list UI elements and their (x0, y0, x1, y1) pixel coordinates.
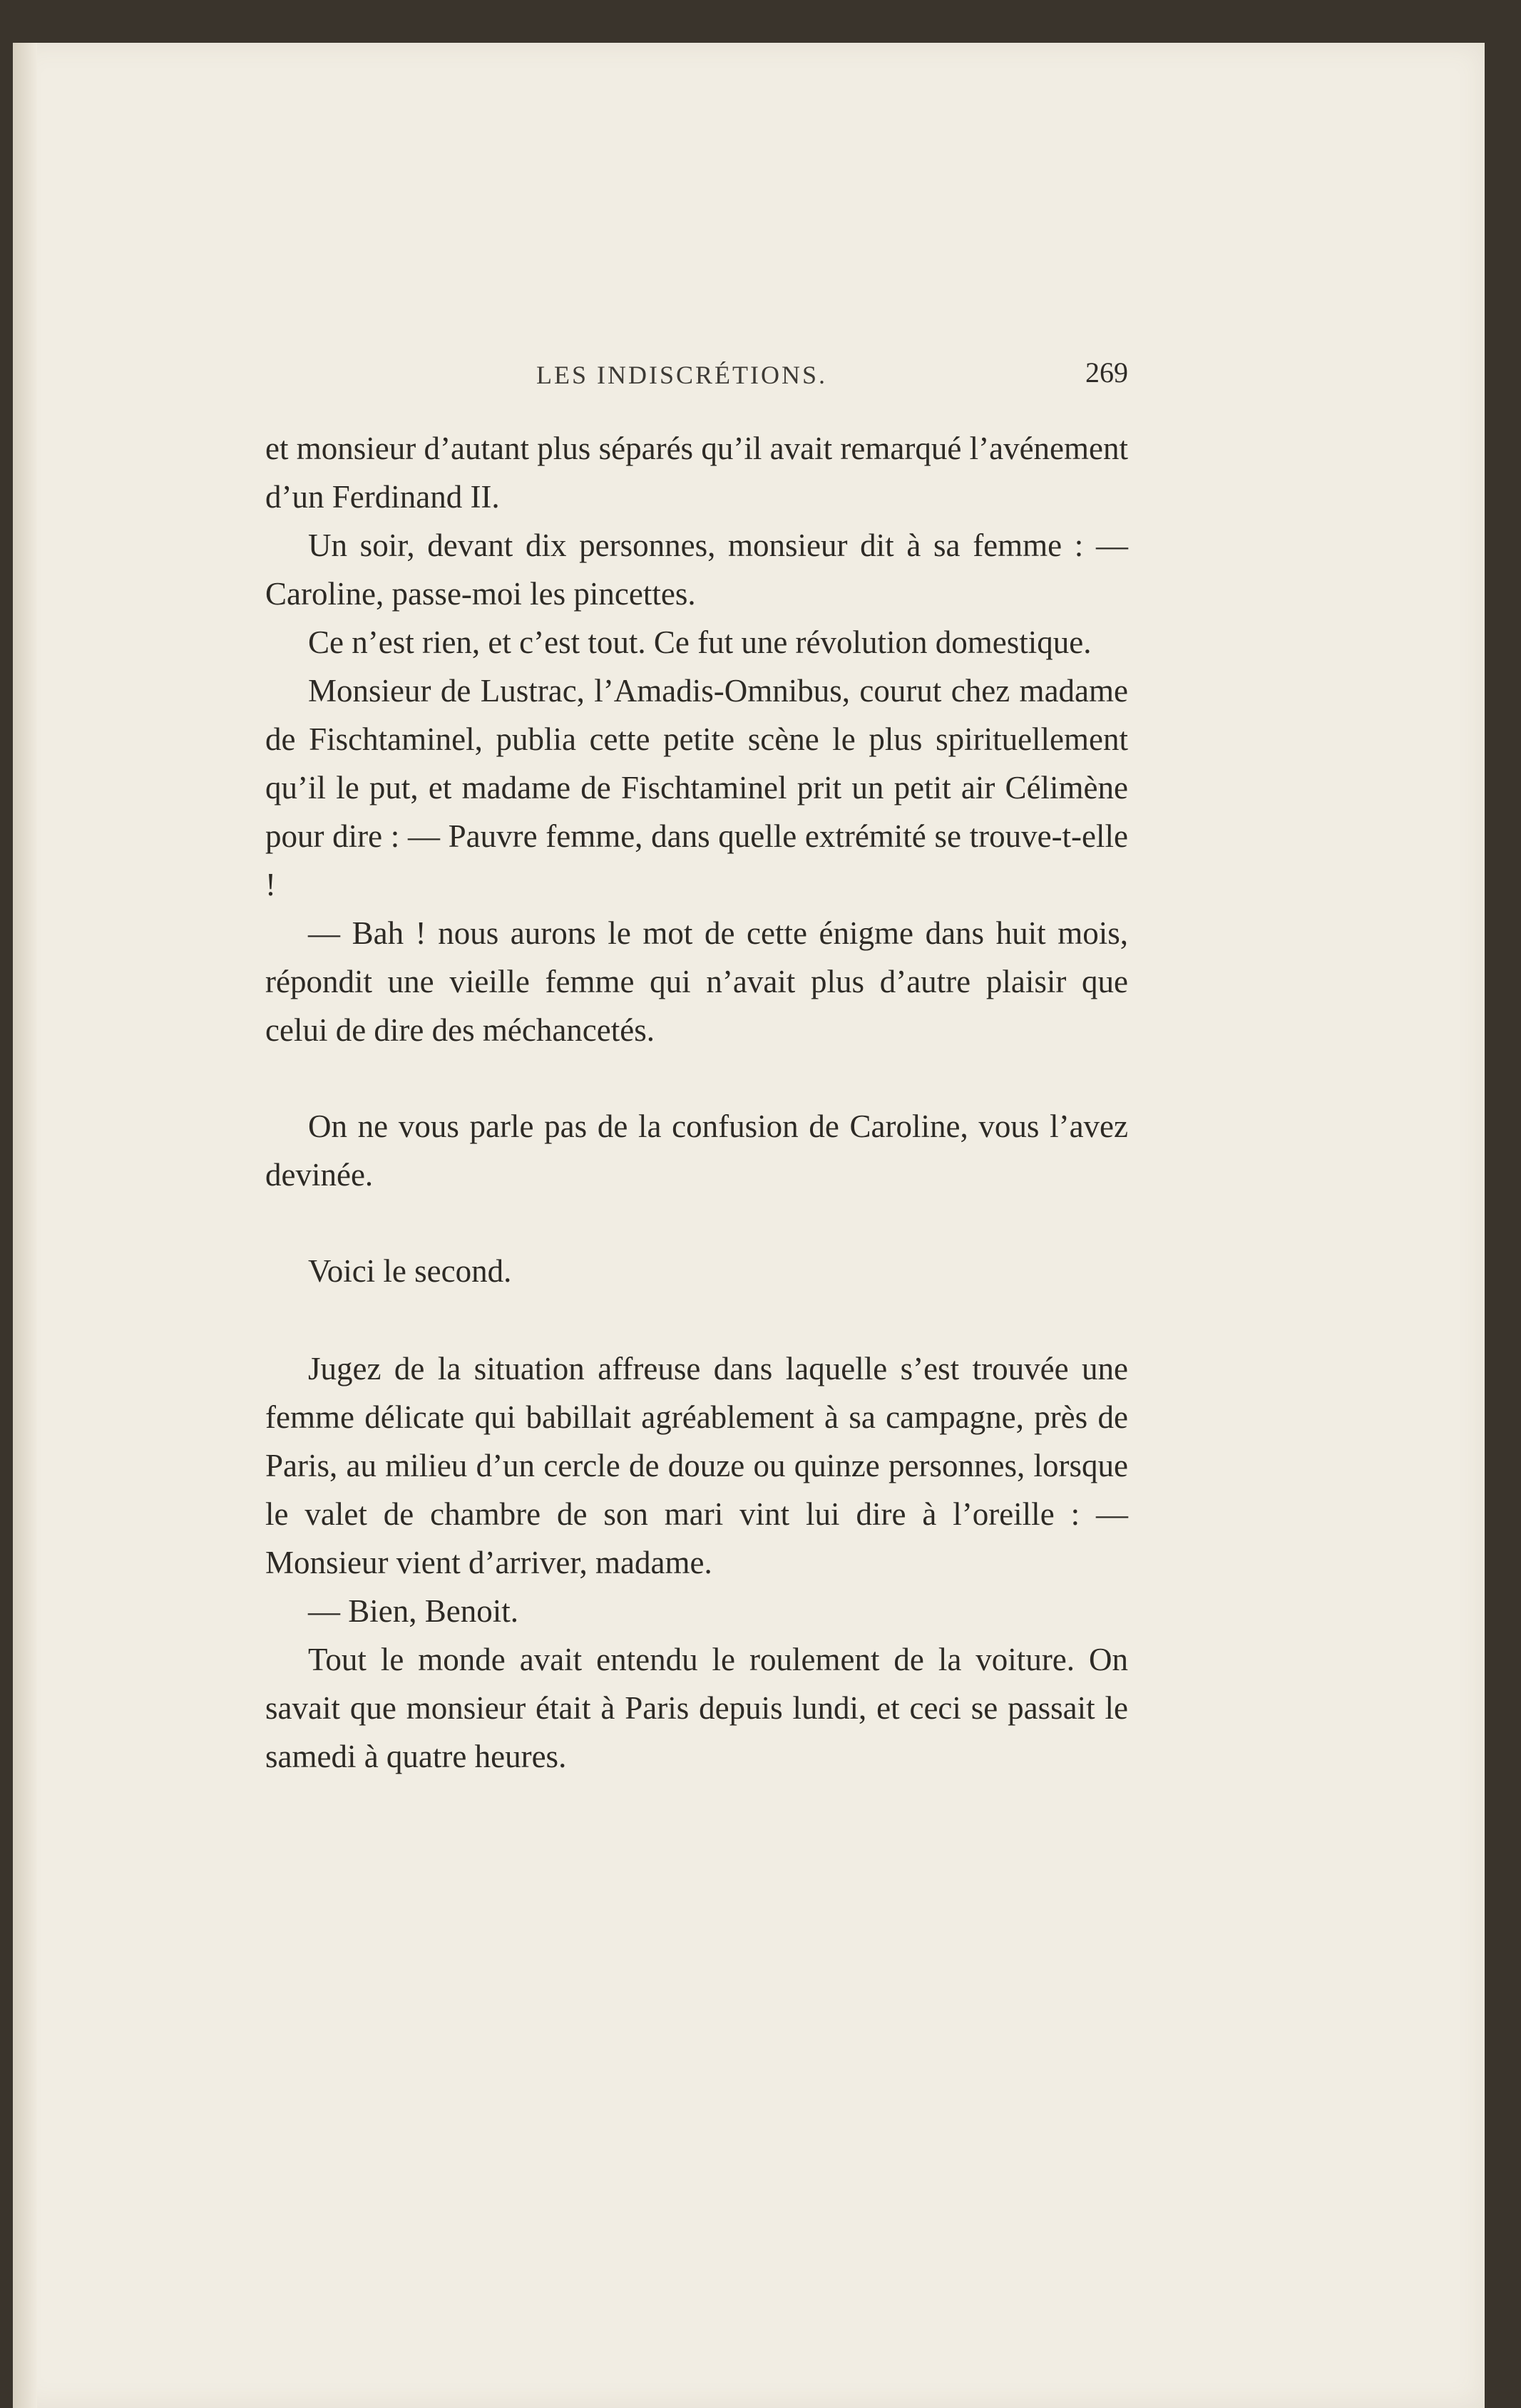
page-gutter-shadow (16, 43, 37, 2408)
paragraph: On ne vous parle pas de la confusion de Caroline, vous l’avez devinée. (265, 1108, 1128, 1193)
paragraph: — Bien, Benoit. (308, 1593, 518, 1629)
paragraph: Ce n’est rien, et c’est tout. Ce fut une révolution domestique. (308, 624, 1092, 660)
page-number: 269 (1085, 356, 1128, 389)
body-text (265, 424, 1128, 1781)
paragraph: Jugez de la situation affreuse dans laquelle s’est trouvée une femme délicate qui babillait agréablement à sa campagne, près de Paris, au milieu d’un cercle de douze ou quinze personnes, lorsque le valet de chambre de son mari vint lui dire à l’oreille : — Monsieur vient d’arriver, madame. (265, 1351, 1128, 1580)
paragraph: Voici le second. (308, 1253, 512, 1289)
running-head: LES INDISCRÉTIONS. (536, 361, 828, 389)
paragraph: Tout le monde avait entendu le roulement de la voiture. On savait que monsieur était à Paris depuis lundi, et ceci se passait le samedi à quatre heures. (265, 1642, 1128, 1774)
paragraph: et monsieur d’autant plus séparés qu’il avait remarqué l’avénement d’un Ferdinand II. (265, 431, 1128, 515)
paragraph: Un soir, devant dix personnes, monsieur dit à sa femme : — Caroline, passe-moi les pincettes. (265, 528, 1128, 612)
page-header (251, 356, 1128, 410)
paragraph: Monsieur de Lustrac, l’Amadis-Omnibus, courut chez madame de Fischtaminel, publia cette petite scène le plus spirituellement qu’il le put, et madame de Fischtaminel prit un petit air Célimène pour dire : — Pauvre femme, dans quelle extrémité se trouve-t-elle ! (265, 673, 1128, 902)
paragraph: — Bah ! nous aurons le mot de cette énigme dans huit mois, répondit une vieille femme qui n’avait plus d’autre plaisir que celui de dire des méchancetés. (265, 915, 1128, 1048)
